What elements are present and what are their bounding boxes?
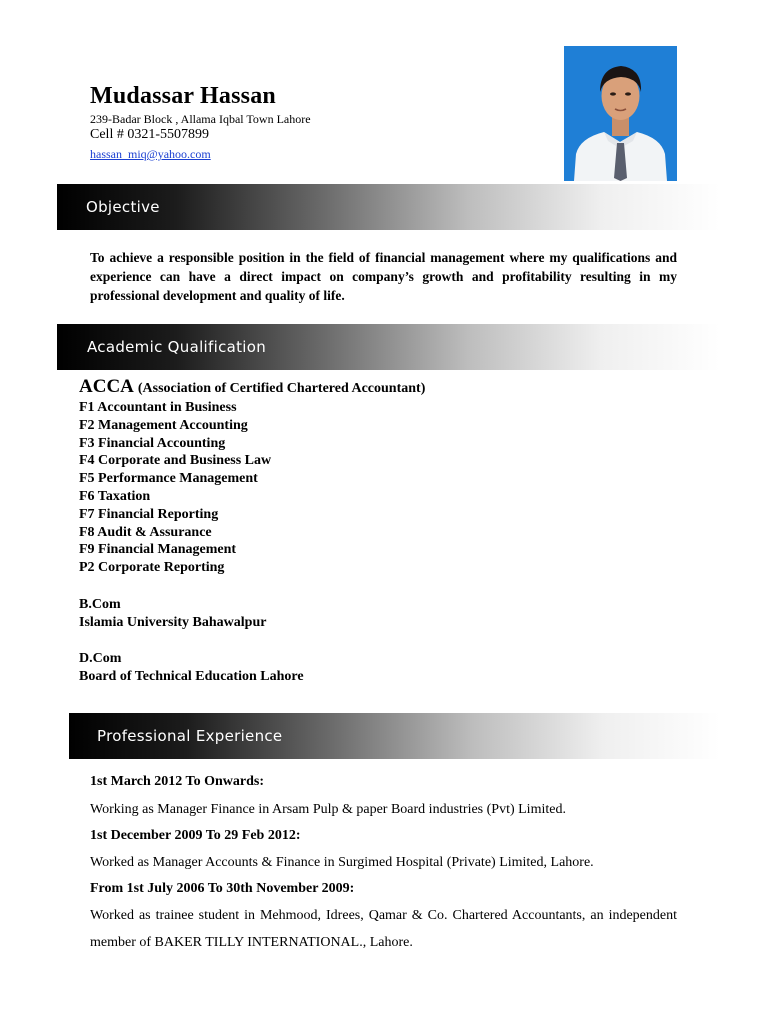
experience-date: 1st December 2009 To 29 Feb 2012:	[90, 828, 301, 843]
bcom-degree: B.Com	[79, 597, 121, 612]
list-item: F4 Corporate and Business Law	[79, 453, 272, 469]
objective-text: To achieve a responsible position in the field of financial management where my qualifications and experience can have a direct impact on company’s growth and profitability resulting in my professional development and quality of life.	[90, 250, 677, 303]
acca-heading	[79, 376, 425, 398]
list-item: F3 Financial Accounting	[79, 435, 226, 451]
candidate-name: Mudassar Hassan	[90, 83, 276, 109]
experience-date: 1st March 2012 To Onwards:	[90, 774, 264, 789]
list-item: F7 Financial Reporting	[79, 506, 219, 522]
list-item: F2 Management Accounting	[79, 417, 248, 433]
experience-header-band	[69, 713, 720, 759]
dcom-block	[79, 650, 304, 686]
experience-text: Worked as trainee student in Mehmood, Idrees, Qamar & Co. Chartered Accountants, an independent member of BAKER TILLY INTERNATIONAL., Lahore.	[90, 908, 677, 950]
academic-header-band	[57, 324, 720, 370]
acca-full-name: (Association of Certified Chartered Accountant)	[137, 381, 426, 396]
dcom-degree: D.Com	[79, 651, 122, 666]
experience-heading: Professional Experience	[97, 727, 283, 745]
list-item: F1 Accountant in Business	[79, 400, 237, 415]
list-item: F6 Taxation	[79, 488, 151, 504]
bcom-block	[79, 596, 266, 632]
dcom-institute: Board of Technical Education Lahore	[79, 669, 304, 684]
academic-heading: Academic Qualification	[87, 338, 267, 356]
objective-header-band	[57, 184, 720, 230]
experience-text: Working as Manager Finance in Arsam Pulp & paper Board industries (Pvt) Limited.	[90, 802, 566, 817]
list-item: P2 Corporate Reporting	[79, 560, 225, 576]
experience-text: Worked as Manager Accounts & Finance in Surgimed Hospital (Private) Limited, Lahore.	[90, 855, 594, 870]
bcom-institute: Islamia University Bahawalpur	[79, 615, 267, 630]
acca-papers-list	[79, 399, 271, 577]
list-item: F9 Financial Management	[79, 542, 237, 558]
experience-date: From 1st July 2006 To 30th November 2009:	[90, 881, 355, 896]
list-item: F8 Audit & Assurance	[79, 524, 212, 540]
profile-photo	[564, 46, 677, 181]
cell-number: Cell # 0321-5507899	[90, 127, 209, 142]
address: 239-Badar Block , Allama Iqbal Town Lahore	[90, 112, 311, 126]
list-item: F5 Performance Management	[79, 471, 258, 487]
objective-heading: Objective	[86, 198, 160, 216]
acca-title: ACCA	[79, 376, 134, 397]
email-link[interactable]: hassan_miq@yahoo.com	[90, 147, 211, 161]
